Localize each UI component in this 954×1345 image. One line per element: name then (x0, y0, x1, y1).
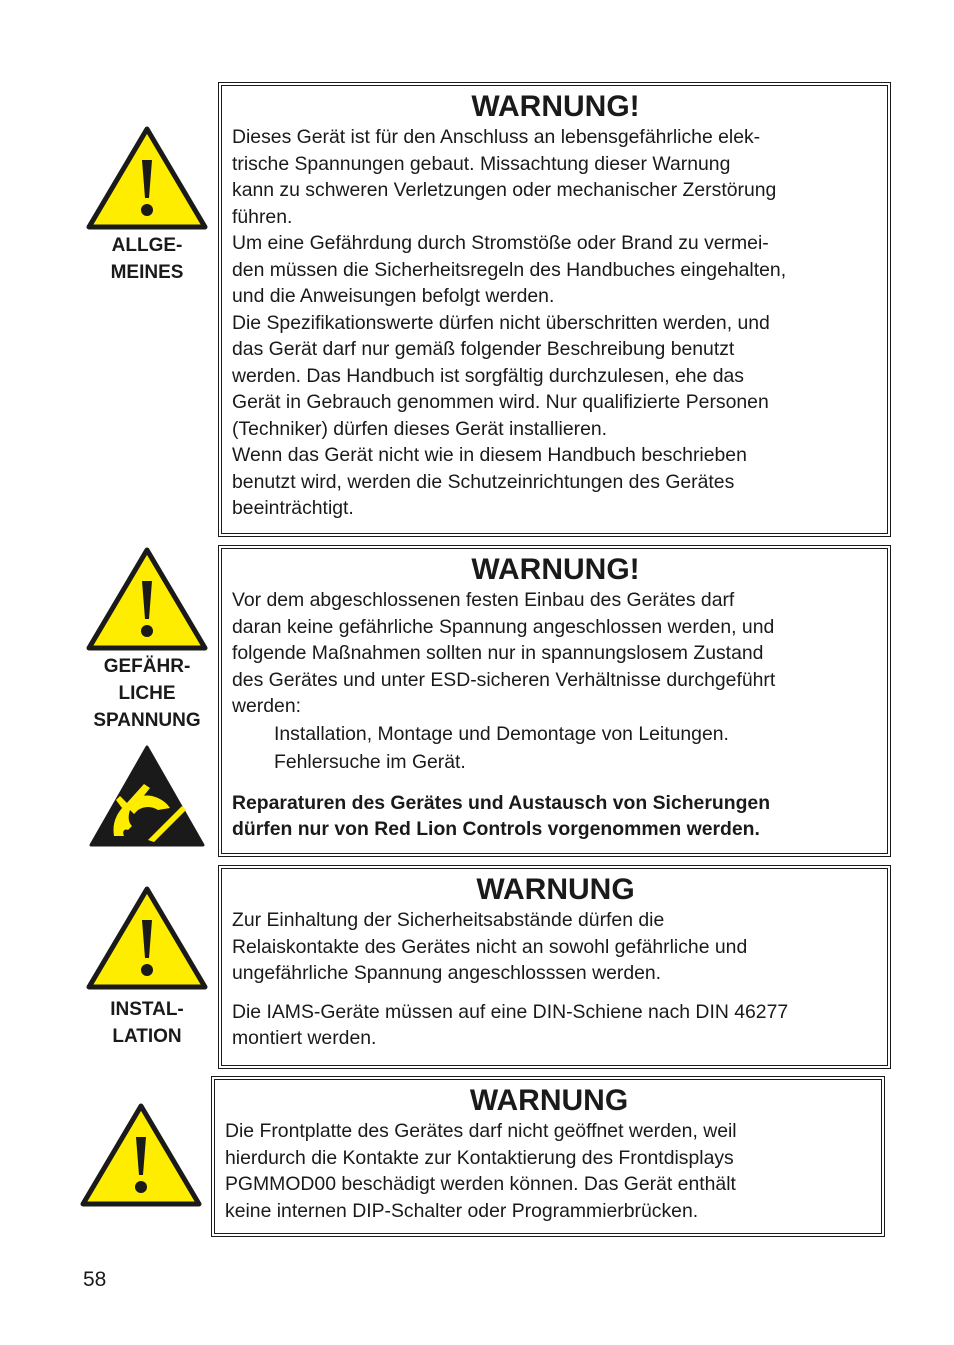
list-item: Installation, Montage und Demontage von Leitungen. (274, 722, 729, 745)
warning-box-general (221, 85, 888, 534)
warning-title: WARNUNG! (471, 553, 640, 586)
list-item: Fehlersuche im Gerät. (274, 750, 466, 773)
warning-triangle-icon (86, 126, 208, 230)
icon-label-installation: INSTAL- LATION (110, 999, 184, 1047)
warning-text: Vor dem abgeschlossenen festen Einbau des Gerätes darf daran keine gefährliche Spannung angeschlossen werden, und folgende Maßnahmen sollten nur in spannungslosem Zustand des Gerätes und unter ESD-sicheren Verhältnisse durchgeführt werden: (232, 589, 776, 717)
warning-title: WARNUNG (476, 873, 635, 906)
warning-bold-note: Reparaturen des Gerätes und Austausch von Sicherungen dürfen nur von Red Lion Controls vorgenommen werden. (232, 791, 771, 840)
warning-box-hazardous-voltage (221, 548, 888, 854)
warning-title: WARNUNG! (471, 90, 640, 123)
warning-title: WARNUNG (469, 1084, 629, 1117)
warning-triangle-icon (80, 1103, 202, 1207)
warning-text-din-rail: Die IAMS-Geräte müssen auf eine DIN-Schiene nach DIN 46277 montiert werden. (232, 1000, 789, 1049)
warning-box-installation (221, 868, 888, 1066)
page-number: 58 (83, 1268, 107, 1291)
warning-text: Die Frontplatte des Gerätes darf nicht geöffnet werden, weil hierdurch die Kontakte zur Kontaktierung des Frontdisplays PGMMOD00 beschädigt werden können. Das Gerät enthält keine internen DIP-Schalter oder Programmierbrücken. (225, 1120, 737, 1222)
warning-triangle-icon (86, 886, 208, 990)
warning-text: Zur Einhaltung der Sicherheitsabstände dürfen die Relaiskontakte des Gerätes nicht an sowohl gefährliche und ungefährliche Spannung angeschlosssen werden. (232, 909, 748, 984)
warning-triangle-icon (86, 547, 208, 651)
icon-label-general: ALLGE- MEINES (110, 235, 184, 283)
icon-label-hazardous-voltage: GEFÄHR- LICHE SPANNUNG (93, 656, 201, 731)
warning-list (232, 720, 879, 776)
esd-hand-icon (88, 744, 206, 848)
warning-text: Dieses Gerät ist für den Anschluss an lebensgefährliche elek- trische Spannungen gebaut. Missachtung dieser Warnung kann zu schweren Verletzungen oder mechanischer Zerstörung führen. Um eine Gefährdung durch Stromstöße oder Brand zu vermei- den müssen die Sicherheitsregeln des Handbuches eingehalten, und die Anweisungen befolgt werden. Die Spezifikationswerte dürfen nicht überschritten werden, und das Gerät darf nur gemäß folgender Beschreibung benutzt werden. Das Handbuch ist sorgfältig durchzulesen, ehe das Gerät in Gebrauch genommen wird. Nur qualifizierte Personen (Techniker) dürfen dieses Gerät installieren. Wenn das Gerät nicht wie in diesem Handbuch beschrieben benutzt wird, werden die Schutzeinrichtungen des Gerätes beeinträchtigt. (232, 126, 787, 519)
warning-box-front-panel (214, 1079, 882, 1234)
